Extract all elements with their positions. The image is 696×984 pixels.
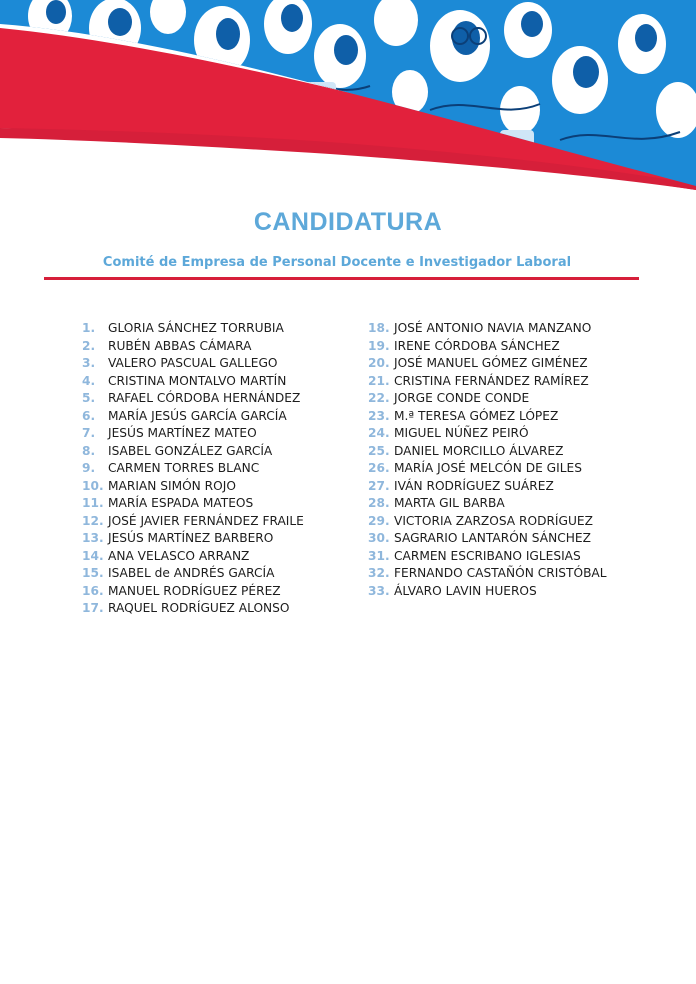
candidate-number: 23. [368,408,390,423]
candidate-number: 6. [82,408,96,423]
candidate-number: 9. [82,461,96,475]
list-item [82,425,304,443]
list-item [82,530,304,548]
title-divider [44,277,639,280]
list-item [82,600,304,618]
candidate-number: 19. [368,338,390,353]
candidate-list-right [368,320,607,600]
candidate-name: IVÁN RODRÍGUEZ SUÁREZ [394,478,554,493]
candidate-name: JORGE CONDE CONDE [394,391,530,405]
candidate-number: 28. [368,496,390,510]
candidate-number: 13. [82,531,104,545]
page-subtitle: Comité de Empresa de Personal Docente e Investigador Laboral [102,255,572,270]
list-item [368,565,607,583]
list-item [368,478,607,496]
list-item [82,460,304,478]
candidate-number: 7. [82,426,96,440]
candidate-number: 18. [368,321,390,335]
list-item [82,390,304,408]
candidate-name: ISABEL de ANDRÉS GARCÍA [108,566,275,580]
candidate-name: M.ª TERESA GÓMEZ LÓPEZ [394,408,559,423]
candidate-name: JESÚS MARTÍNEZ BARBERO [108,531,274,545]
list-item [82,565,304,583]
list-item [368,583,607,601]
page-title: CANDIDATURA [253,208,443,236]
candidate-number: 30. [368,531,390,545]
list-item [368,548,607,566]
list-item [82,548,304,566]
candidate-name: MARÍA JOSÉ MELCÓN DE GILES [394,461,582,475]
candidate-number: 27. [368,478,390,493]
candidate-name: FERNANDO CASTAÑÓN CRISTÓBAL [394,566,607,580]
candidate-number: 17. [82,601,104,615]
candidate-number: 3. [82,356,96,370]
candidate-number: 10. [82,478,104,493]
list-item [368,443,607,461]
candidate-name: VICTORIA ZARZOSA RODRÍGUEZ [394,513,593,528]
list-item [368,460,607,478]
candidate-number: 4. [82,373,96,388]
candidate-name: IRENE CÓRDOBA SÁNCHEZ [394,338,560,353]
list-item [82,320,304,338]
list-item [368,408,607,426]
candidate-name: ISABEL GONZÁLEZ GARCÍA [108,443,273,458]
candidate-name: MIGUEL NÚÑEZ PEIRÓ [394,426,529,440]
list-item [368,338,607,356]
list-item [368,425,607,443]
candidate-name: ANA VELASCO ARRANZ [108,548,250,563]
candidate-number: 20. [368,356,390,370]
candidate-number: 33. [368,583,390,598]
header-banner-illustration [0,0,696,190]
candidate-name: RAQUEL RODRÍGUEZ ALONSO [108,601,290,615]
list-item [82,338,304,356]
list-item [82,443,304,461]
candidate-name: RUBÉN ABBAS CÁMARA [108,338,252,353]
candidate-name: CARMEN TORRES BLANC [108,461,260,475]
candidate-list-left [82,320,304,618]
candidate-name: JOSÉ ANTONIO NAVIA MANZANO [394,321,592,335]
candidate-name: MANUEL RODRÍGUEZ PÉREZ [108,583,281,598]
list-item [82,408,304,426]
candidate-number: 24. [368,426,390,440]
list-item [368,355,607,373]
candidate-name: JOSÉ JAVIER FERNÁNDEZ FRAILE [108,513,304,528]
candidate-number: 29. [368,513,390,528]
candidate-name: DANIEL MORCILLO ÁLVAREZ [394,443,564,458]
list-item [368,320,607,338]
candidate-name: SAGRARIO LANTARÓN SÁNCHEZ [394,531,591,545]
list-item [368,373,607,391]
candidate-name: CARMEN ESCRIBANO IGLESIAS [394,548,581,563]
candidate-number: 31. [368,548,390,563]
candidate-number: 8. [82,443,96,458]
candidate-name: MARÍA ESPADA MATEOS [108,496,254,510]
candidate-name: MARÍA JESÚS GARCÍA GARCÍA [108,408,287,423]
list-item [368,530,607,548]
candidate-name: GLORIA SÁNCHEZ TORRUBIA [108,321,284,335]
list-item [82,355,304,373]
list-item [82,478,304,496]
candidate-number: 21. [368,373,390,388]
candidate-name: JESÚS MARTÍNEZ MATEO [108,426,257,440]
candidate-number: 1. [82,321,96,335]
candidate-name: CRISTINA FERNÁNDEZ RAMÍREZ [394,373,589,388]
list-item [82,373,304,391]
candidate-name: CRISTINA MONTALVO MARTÍN [108,373,287,388]
candidate-number: 12. [82,513,104,528]
list-item [82,583,304,601]
candidate-name: MARIAN SIMÓN ROJO [108,478,236,493]
candidate-number: 14. [82,548,104,563]
list-item [82,513,304,531]
candidate-name: JOSÉ MANUEL GÓMEZ GIMÉNEZ [394,356,588,370]
candidate-number: 32. [368,566,390,580]
list-item [368,513,607,531]
candidate-number: 22. [368,391,390,405]
candidate-name: MARTA GIL BARBA [394,496,505,510]
candidate-number: 11. [82,496,104,510]
candidate-name: VALERO PASCUAL GALLEGO [108,356,278,370]
list-item [82,495,304,513]
candidate-number: 15. [82,566,104,580]
candidate-number: 2. [82,338,96,353]
list-item [368,495,607,513]
list-item [368,390,607,408]
candidate-number: 26. [368,461,390,475]
candidate-number: 25. [368,443,390,458]
candidate-name: ÁLVARO LAVIN HUEROS [394,583,537,598]
candidate-name: RAFAEL CÓRDOBA HERNÁNDEZ [108,391,301,405]
candidate-number: 16. [82,583,104,598]
candidate-number: 5. [82,391,96,405]
